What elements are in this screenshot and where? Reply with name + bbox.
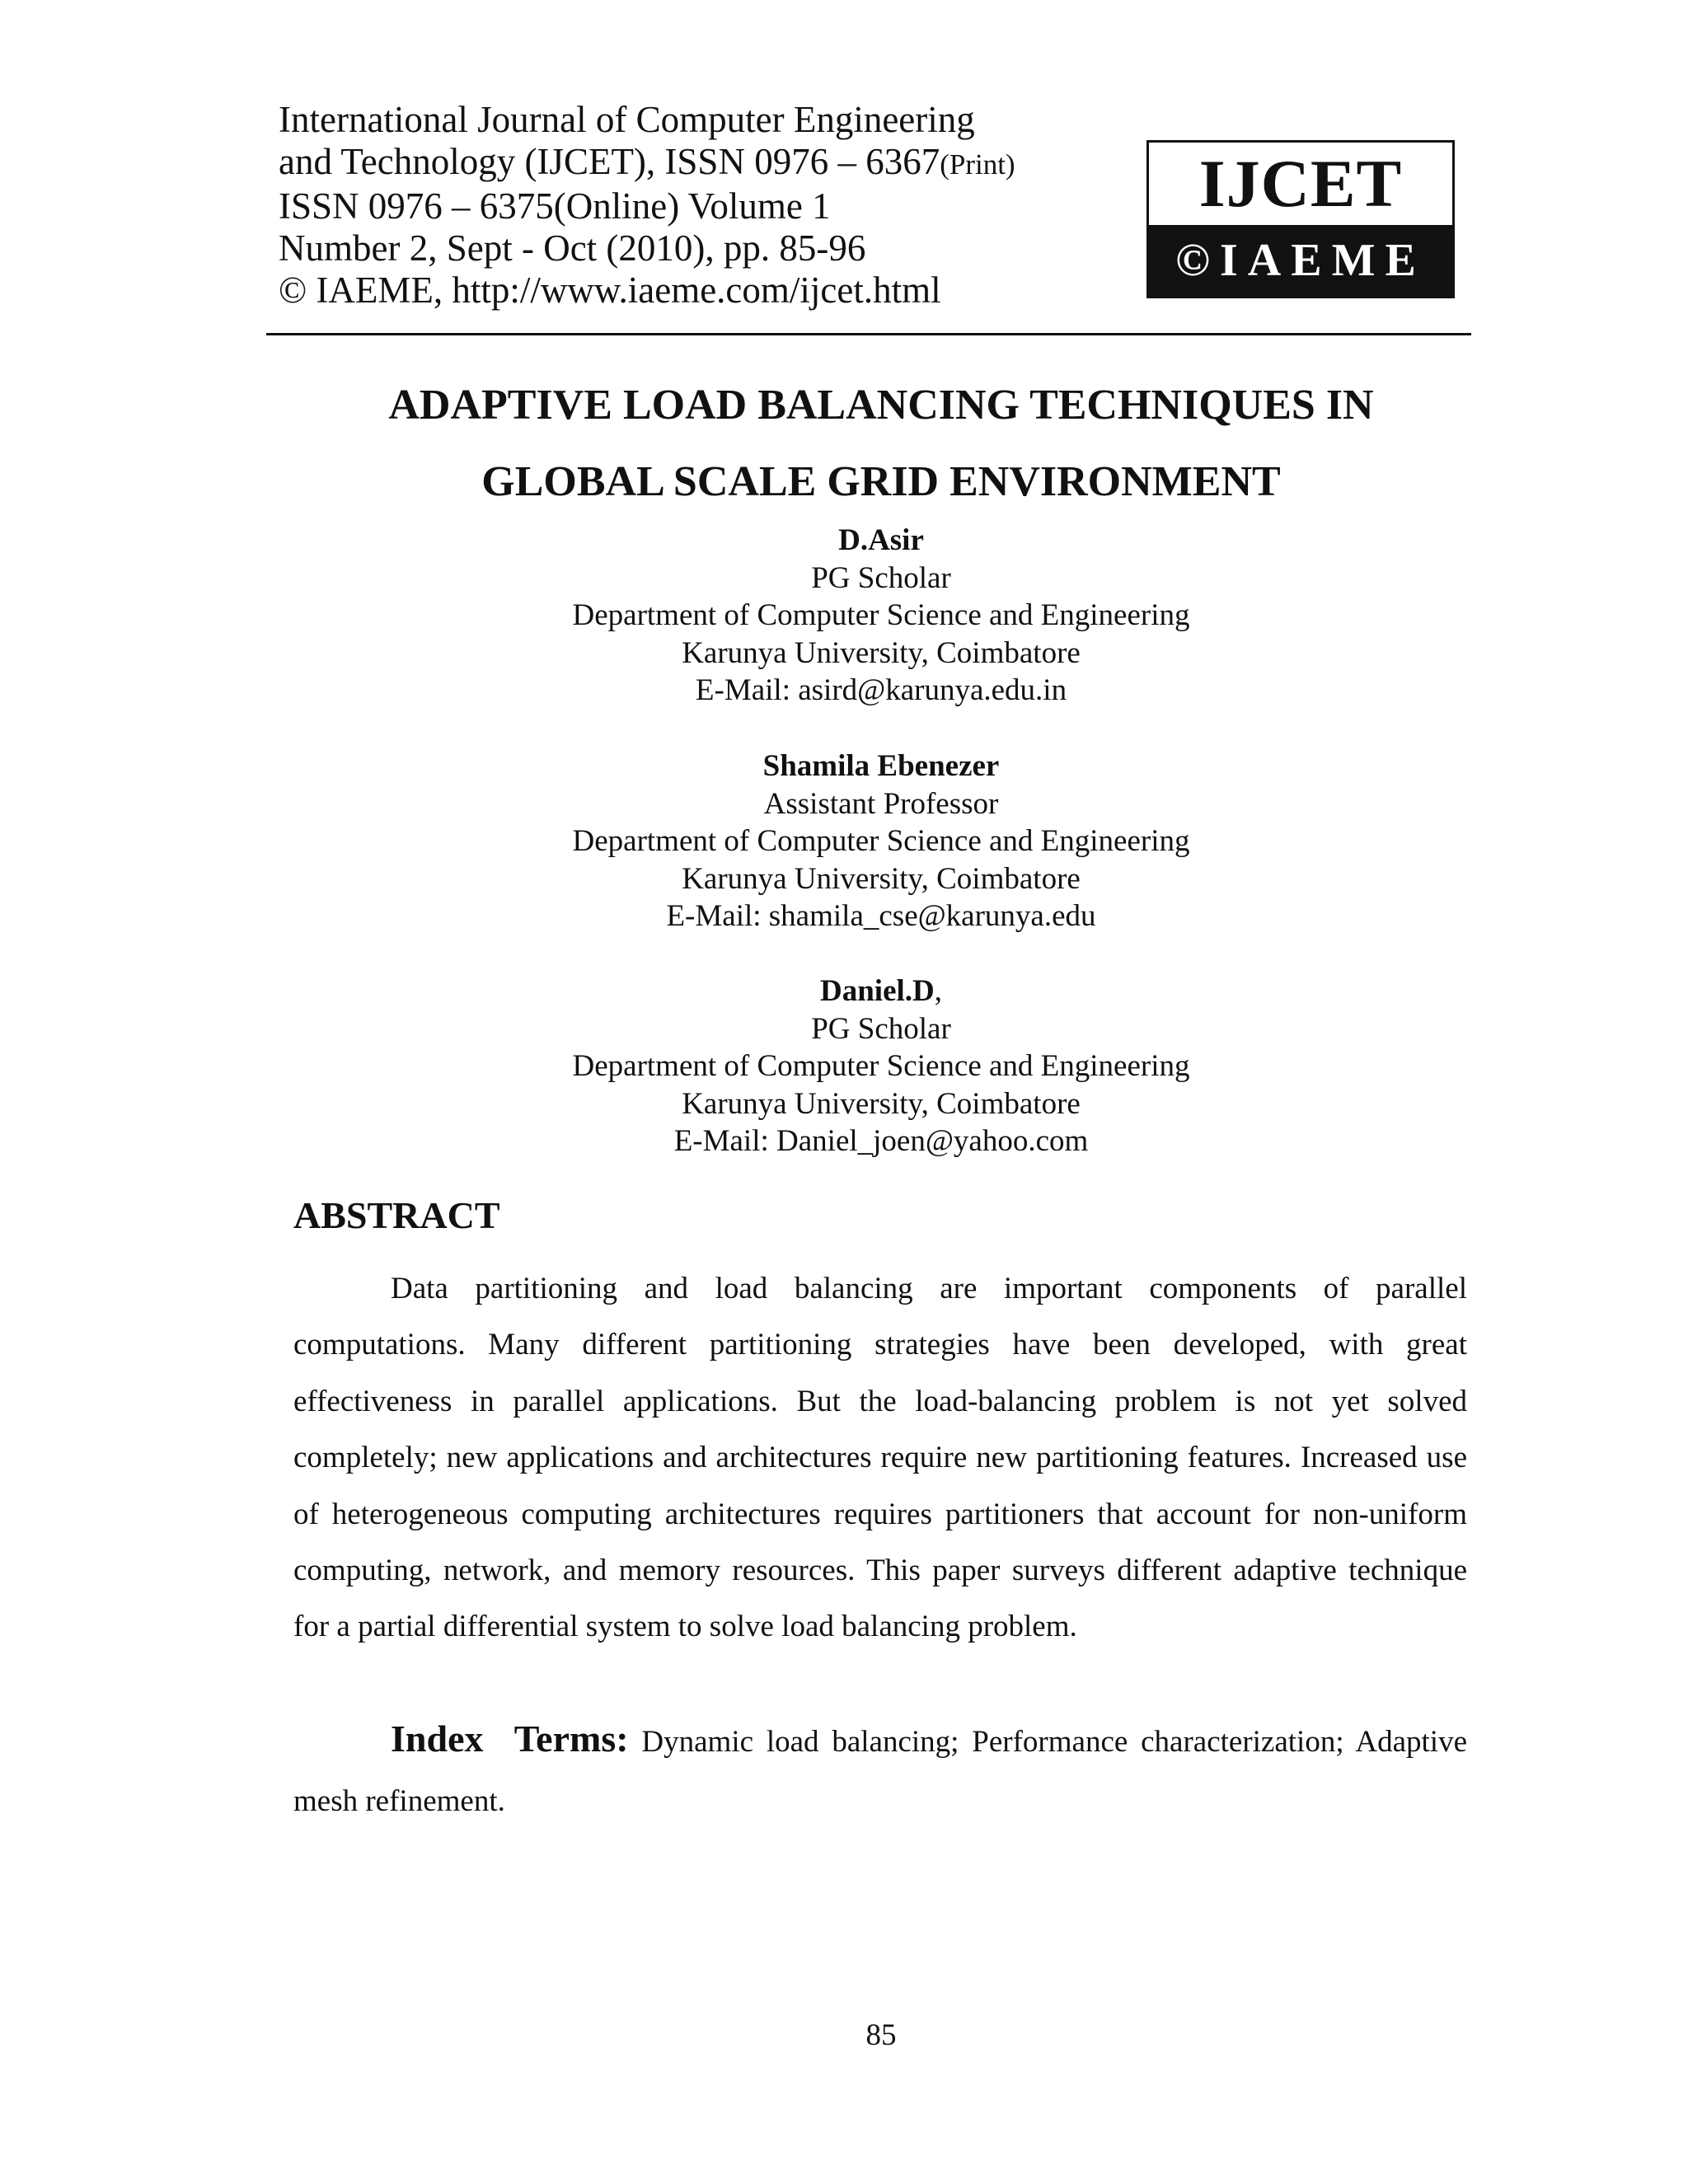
journal-issn-print-label: (Print): [940, 148, 1015, 180]
author-block: [0, 748, 1688, 935]
paper-title: [0, 367, 1688, 520]
author-block: [0, 522, 1688, 710]
author-role: PG Scholar: [811, 1011, 951, 1046]
journal-issue-pages: Number 2, Sept - Oct (2010), pp. 85-96: [279, 227, 866, 269]
author-name: Daniel.D: [820, 974, 935, 1008]
journal-name-line-2: [279, 141, 1070, 185]
journal-header: [279, 99, 1070, 312]
logo-title: IJCET: [1198, 146, 1403, 221]
logo-publisher: ©IAEME: [1149, 225, 1452, 296]
index-terms-label: Index Terms:: [391, 1718, 629, 1760]
abstract-heading: ABSTRACT: [293, 1194, 500, 1236]
journal-copyright-url: © IAEME, http://www.iaeme.com/ijcet.html: [279, 269, 941, 311]
page-number: 85: [865, 2018, 897, 2052]
paper-title-line-2: GLOBAL SCALE GRID ENVIRONMENT: [481, 458, 1281, 505]
author-affiliation: Karunya University, Coimbatore: [682, 861, 1081, 896]
abstract-body: Data partitioning and load balancing are important components of parallel computations. Many different partitioning strategies have been developed, with great effectiveness in parallel applications. But the load-balancing problem is not yet solved completely; new applications and architectures require new partitioning features. Increased use of heterogeneous computing architectures requires partitioners that account for non-uniform computing, network, and memory resources. This paper surveys different adaptive technique for a partial differential system to solve load balancing problem.: [293, 1272, 1467, 1644]
index-terms-text: Dynamic load balancing; Performance characterization; Adaptive mesh refinement.: [293, 1725, 1468, 1818]
author-affiliation: Karunya University, Coimbatore: [682, 1086, 1081, 1121]
journal-issn-online: ISSN 0976 – 6375(Online) Volume 1: [279, 185, 831, 227]
journal-name-line-1: International Journal of Computer Engineering: [279, 99, 975, 140]
journal-issn-print: and Technology (IJCET), ISSN 0976 – 6367: [279, 141, 940, 182]
author-name: Shamila Ebenezer: [762, 749, 1000, 783]
author-department: Department of Computer Science and Engineering: [572, 1049, 1190, 1083]
author-affiliation: Karunya University, Coimbatore: [682, 635, 1081, 670]
author-name-suffix: ,: [934, 974, 942, 1008]
author-role: Assistant Professor: [763, 786, 999, 821]
author-role: PG Scholar: [811, 560, 951, 595]
paper-title-line-1: ADAPTIVE LOAD BALANCING TECHNIQUES IN: [388, 382, 1374, 429]
author-name-line: [0, 972, 1688, 1010]
author-department: Department of Computer Science and Engineering: [572, 824, 1190, 858]
author-name: D.Asir: [838, 523, 924, 557]
header-divider: [266, 333, 1471, 335]
author-department: Department of Computer Science and Engineering: [572, 598, 1190, 632]
author-email: E-Mail: asird@karunya.edu.in: [695, 673, 1067, 707]
author-block: [0, 972, 1688, 1160]
ijcet-logo: [1146, 140, 1455, 298]
author-email: E-Mail: shamila_cse@karunya.edu: [666, 899, 1096, 933]
author-email: E-Mail: Daniel_joen@yahoo.com: [673, 1124, 1089, 1158]
index-terms: [293, 1709, 1467, 1831]
